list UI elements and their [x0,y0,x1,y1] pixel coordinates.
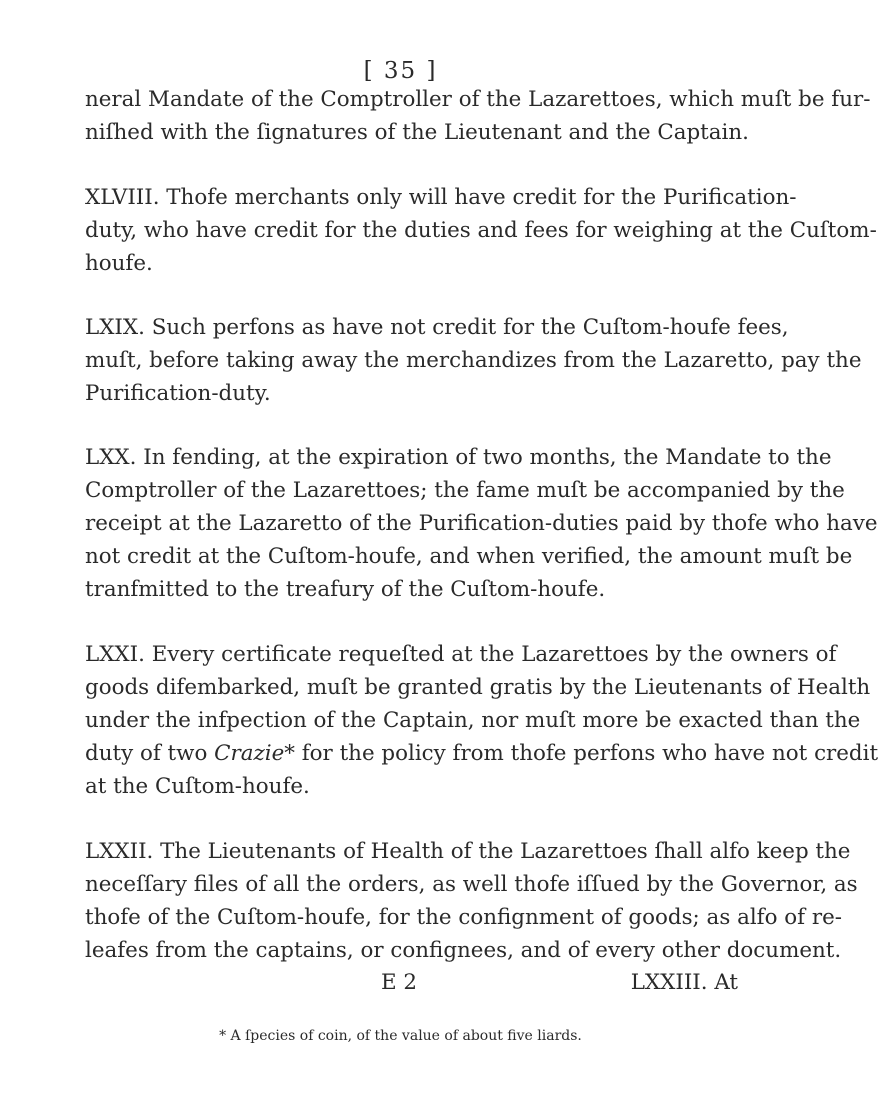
text-line: Purification-duty. [85,381,271,406]
signature-mark: E 2 [381,970,418,995]
text-line: goods difembarked, muſt be granted gratis by the Lieutenants of Health [85,675,871,700]
text-line: not credit at the Cuſtom-houfe, and when verified, the amount muſt be [85,544,853,569]
text-line: leafes from the captains, or confignees, and of every other document. [85,938,842,963]
text-line: tranfmitted to the treafury of the Cuſtom-houfe. [85,577,606,602]
text-line: at the Cuſtom-houfe. [85,774,310,799]
text-line: duty, who have credit for the duties and fees for weighing at the Cuſtom- [85,218,877,243]
text-line: LXXI. Every certificate requeſted at the Lazarettoes by the owners of [85,642,837,667]
coin-name: Crazie* [214,741,295,766]
text-line: receipt at the Lazaretto of the Purification-duties paid by thofe who have [85,511,878,536]
text-line: muſt, before taking away the merchandizes from the Lazaretto, pay the [85,348,862,373]
text-line: LXIX. Such perfons as have not credit for the Cuſtom-houfe fees, [85,315,789,340]
text-line: niſhed with the ſignatures of the Lieutenant and the Captain. [85,120,749,145]
text-line: thofe of the Cuſtom-houfe, for the confignment of goods; as alfo of re- [85,905,842,930]
catchword: LXXIII. At [630,970,738,995]
text-line: neral Mandate of the Comptroller of the Lazarettoes, which muſt be fur- [85,87,871,112]
text-line: LXX. In fending, at the expiration of two months, the Mandate to the [85,445,832,470]
text-line: Comptroller of the Lazarettoes; the fame muſt be accompanied by the [85,478,845,503]
text-line: houfe. [85,251,153,276]
text-line: XLVIII. Thofe merchants only will have credit for the Purification- [85,185,797,210]
text-line: LXXII. The Lieutenants of Health of the Lazarettoes ſhall alfo keep the [85,839,851,864]
text-line: duty of two Crazie* for the policy from thofe perfons who have not credit [85,741,878,766]
page-number: [ 35 ] [363,58,438,84]
text-line: under the infpection of the Captain, nor muſt more be exacted than the [85,708,861,733]
footnote: * A ſpecies of coin, of the value of about five liards. [219,1028,582,1044]
text-line: neceſſary files of all the orders, as well thofe iſſued by the Governor, as [85,872,858,897]
